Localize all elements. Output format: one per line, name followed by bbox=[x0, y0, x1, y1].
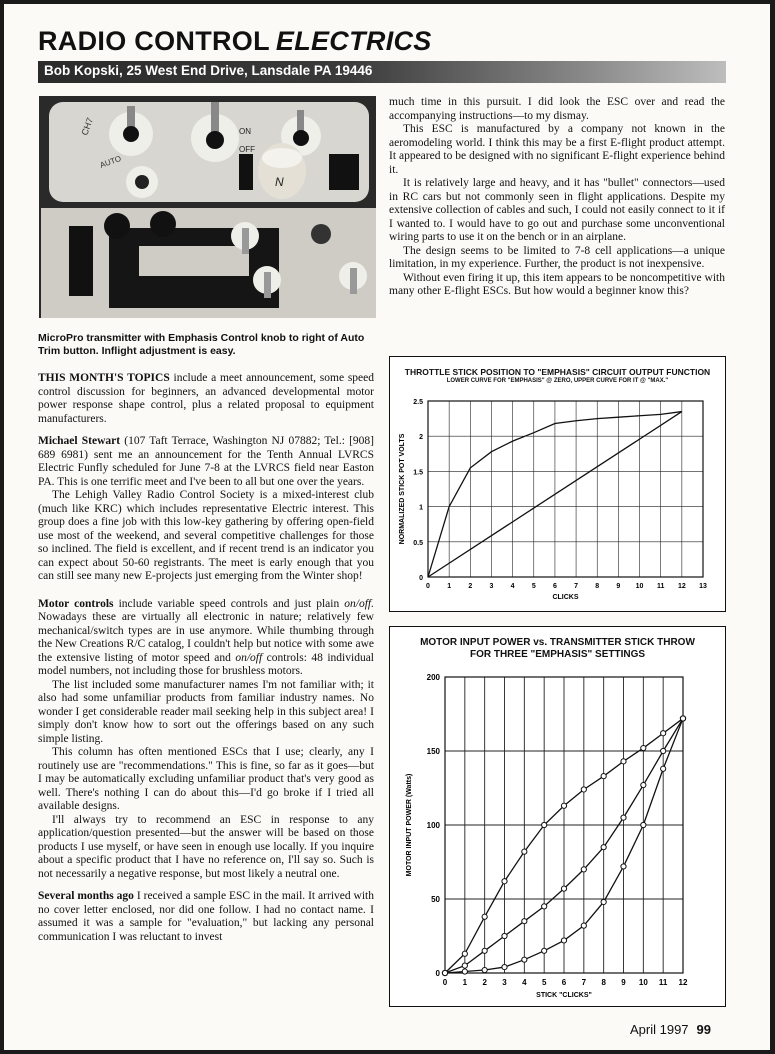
paragraph-recommendations: This column has often mentioned ESCs that I use; clearly, any I routinely use are "recommendations." This is fine, so far as it goes—but I may be automatically excluding unfamiliar product that's very good as well. There's nothing I can do about this—I'd go broke if I tried all available designs. bbox=[38, 746, 374, 812]
data-point bbox=[601, 774, 606, 779]
y-tick-label: 1 bbox=[419, 504, 423, 512]
data-point bbox=[581, 867, 586, 872]
data-point bbox=[641, 822, 646, 827]
lead-stewart: Michael Stewart bbox=[38, 435, 121, 447]
paragraph-manufacturer-unknown: This ESC is manufactured by a company not known in the aeromodeling world. I think this may be a first E-flight product attempt. It appeared to be designed with no significant E-flight experience behind it. bbox=[389, 123, 725, 176]
x-tick-label: 6 bbox=[561, 978, 567, 987]
x-tick-label: 12 bbox=[678, 978, 688, 987]
x-tick-label: 4 bbox=[510, 583, 515, 590]
y-tick-label: 2 bbox=[419, 434, 423, 442]
x-tick-label: 8 bbox=[601, 978, 606, 987]
text-sample-esc: I received a sample ESC in the mail. It arrived with no cover letter enclosed, nor did one follow. I had no contact name. I assumed it was a sample for "evaluation," but lacking any personal communication I was reluctant to invest bbox=[38, 890, 374, 943]
x-tick-label: 3 bbox=[502, 978, 507, 987]
y-tick-label: 1.5 bbox=[413, 469, 423, 477]
chart1-plot bbox=[390, 389, 725, 609]
y-tick-label: 2.5 bbox=[413, 399, 423, 406]
x-tick-label: 0 bbox=[442, 978, 448, 987]
data-point bbox=[542, 822, 547, 827]
chart2-subtitle: FOR THREE "EMPHASIS" SETTINGS bbox=[469, 649, 646, 660]
y-tick-label: 50 bbox=[431, 895, 440, 904]
paragraph-dismay: much time in this pursuit. I did look the ESC over and read the accompanying instructions—to my dismay. bbox=[389, 96, 725, 122]
data-point bbox=[641, 782, 646, 787]
right-column bbox=[389, 96, 725, 299]
chart2-title: MOTOR INPUT POWER vs. TRANSMITTER STICK THROW bbox=[420, 637, 695, 648]
data-point bbox=[621, 815, 626, 820]
y-tick-label: 100 bbox=[426, 821, 440, 830]
data-point bbox=[522, 957, 527, 962]
photo-caption: MicroPro transmitter with Emphasis Control knob to right of Auto Trim button. Inflight adjustment is easy. bbox=[38, 332, 365, 357]
data-point bbox=[641, 745, 646, 750]
data-point bbox=[482, 967, 487, 972]
data-point bbox=[522, 849, 527, 854]
x-tick-label: 5 bbox=[541, 978, 547, 987]
lead-motor-controls: Motor controls bbox=[38, 597, 114, 610]
x-tick-label: 3 bbox=[489, 583, 494, 590]
panel-label-auto: AUTO bbox=[98, 153, 123, 170]
data-point bbox=[462, 963, 467, 968]
data-point bbox=[680, 716, 685, 721]
chart1-title: THROTTLE STICK POSITION TO "EMPHASIS" CIRCUIT OUTPUT FUNCTION bbox=[404, 367, 711, 377]
paragraph-cell-limit: The design seems to be limited to 7-8 cell applications—a unique limitation, in my experience. Further, the product is not inexpensive. bbox=[389, 244, 725, 270]
y-axis-label: NORMALIZED STICK POT VOLTS bbox=[399, 433, 406, 545]
panel-label-ch7: CH7 bbox=[79, 116, 96, 137]
y-axis-label: MOTOR INPUT POWER (Watts) bbox=[406, 773, 413, 877]
x-tick-label: 12 bbox=[677, 583, 686, 590]
data-point bbox=[621, 864, 626, 869]
paragraph-bullet-connectors: It is relatively large and heavy, and it has "bullet" connectors—used in RC cars but not commonly seen in flight applications. Despite my extensive collection of cables and such, I could not easily connect to it if I wanted to. I would have to go out and purchase some unconventional wiring parts to use it on the bench or in an airplane. bbox=[389, 177, 725, 243]
data-point bbox=[561, 886, 566, 891]
x-tick-label: 7 bbox=[574, 583, 579, 590]
x-tick-label: 0 bbox=[426, 583, 430, 590]
x-tick-label: 7 bbox=[581, 978, 587, 987]
data-point bbox=[581, 923, 586, 928]
paragraph-stewart bbox=[38, 435, 374, 489]
x-tick-label: 5 bbox=[531, 583, 536, 590]
data-point bbox=[581, 787, 586, 792]
x-tick-label: 11 bbox=[656, 583, 665, 590]
text-mc-a: include variable speed controls and just plain bbox=[113, 597, 345, 610]
panel-label-n: N bbox=[275, 175, 284, 189]
x-tick-label: 13 bbox=[699, 583, 707, 590]
data-point bbox=[482, 914, 487, 919]
byline-bar bbox=[38, 61, 726, 83]
paragraph-manufacturers: The list included some manufacturer names I'm not familiar with; it also had some unfamiliar products from familiar industry names. No wonder I get considerable reader mail seeking help in this subject area! I simply don't know how to sort out the offerings based on any such simple listing. bbox=[38, 678, 374, 745]
text-mc-b: Nowadays these are virtually all electronic in nature; relatively few mechanical/switch types are in use anymore. While thumbing through the New Creations R/C catalog, I couldn't help but notice with some awe the extensive listing of motor speed and bbox=[38, 611, 374, 664]
transmitter-photo-illustration bbox=[39, 96, 376, 318]
x-tick-label: 6 bbox=[552, 583, 557, 590]
data-point bbox=[542, 904, 547, 909]
data-point bbox=[502, 879, 507, 884]
paragraph-topics bbox=[38, 372, 374, 426]
data-point bbox=[502, 964, 507, 969]
page-number: 99 bbox=[696, 1022, 712, 1037]
x-tick-label: 2 bbox=[482, 978, 487, 987]
data-point bbox=[621, 759, 626, 764]
text-mc-em1: on/off. bbox=[344, 597, 374, 610]
data-point bbox=[561, 803, 566, 808]
x-tick-label: 2 bbox=[468, 583, 473, 590]
column-title-italic: ELECTRICS bbox=[275, 26, 432, 56]
transmitter-photo bbox=[39, 96, 376, 318]
column-title bbox=[38, 26, 432, 57]
data-point bbox=[482, 948, 487, 953]
x-tick-label: 9 bbox=[621, 978, 626, 987]
magazine-page bbox=[4, 4, 770, 1050]
column-title-main: RADIO CONTROL bbox=[38, 26, 270, 56]
data-point bbox=[462, 951, 467, 956]
text-mc-em2: on/off bbox=[235, 651, 263, 664]
data-point bbox=[542, 948, 547, 953]
x-axis-label: STICK "CLICKS" bbox=[536, 992, 592, 999]
data-point bbox=[502, 933, 507, 938]
data-point bbox=[522, 919, 527, 924]
paragraph-motor-controls bbox=[38, 598, 374, 679]
chart-throttle-function bbox=[389, 356, 726, 612]
text-mc-c: controls: 48 individual model numbers, not including those for brushless motors. bbox=[38, 651, 374, 677]
data-point bbox=[661, 766, 666, 771]
text-topics: include a meet announcement, some speed control discussion for beginners, an advanced developmental motor power response shape control, plus a related proposal to equipment manufacturers. bbox=[38, 372, 374, 425]
x-tick-label: 1 bbox=[447, 583, 452, 590]
paragraph-lvrcs: The Lehigh Valley Radio Control Society is a mixed-interest club (much like KRC) which includes representative Electric interest. This group does a fine job with this low-key gathering by offering open-field use most of the weekend, and several competitive challenges for those so inclined. The field is excellent, and if recent trend is an indicator you can expect about 50-60 registrants. The meet is early enough that you can still see many new E-projects just emerging from the Winter shop! bbox=[38, 489, 374, 582]
paragraph-sample-esc bbox=[38, 890, 374, 944]
issue-date: April 1997 bbox=[630, 1022, 689, 1037]
y-tick-label: 0 bbox=[435, 969, 440, 978]
data-point bbox=[561, 938, 566, 943]
paragraph-noncompetitive: Without even firing it up, this item appears to be noncompetitive with many other E-flight ESCs. But how would a beginner know this? bbox=[389, 271, 725, 297]
y-tick-label: 0.5 bbox=[413, 539, 423, 547]
x-tick-label: 11 bbox=[658, 978, 668, 987]
y-tick-label: 200 bbox=[426, 673, 440, 682]
panel-label-on: ON bbox=[239, 127, 251, 136]
data-point bbox=[442, 970, 447, 975]
x-tick-label: 1 bbox=[462, 978, 468, 987]
data-point bbox=[462, 969, 467, 974]
chart2-plot bbox=[390, 663, 725, 1005]
data-point bbox=[661, 748, 666, 753]
x-tick-label: 10 bbox=[638, 978, 648, 987]
chart1-subtitle: LOWER CURVE FOR "EMPHASIS" @ ZERO, UPPER CURVE FOR IT @ "MAX." bbox=[446, 378, 669, 384]
author-byline: Bob Kopski, 25 West End Drive, Lansdale PA 19446 bbox=[44, 63, 373, 78]
lead-topics: THIS MONTH'S TOPICS bbox=[38, 372, 170, 384]
data-point bbox=[601, 899, 606, 904]
text-stewart: (107 Taft Terrace, Washington NJ 07882; Tel.: [908] 689 6981) sent me an announcement for the Tenth Annual LVRCS Electric Funfly scheduled for June 7-8 at the LVRCS field near Easton PA. This is one terrific meet and I've been to all but one over the years. bbox=[38, 435, 374, 488]
lead-sample-esc: Several months ago bbox=[38, 890, 134, 902]
x-axis-label: CLICKS bbox=[552, 594, 579, 601]
x-tick-label: 8 bbox=[595, 583, 600, 590]
y-tick-label: 0 bbox=[419, 575, 423, 582]
paragraph-inquiries: I'll always try to recommend an ESC in response to any application/question presented—but the answer will be based on those products I use myself, or have seen in enough use locally. If you inquire about a specific product that I have no reference on, I'll say so. Such is not necessarily a negative response, but most likely a neutral one. bbox=[38, 813, 374, 880]
x-tick-label: 4 bbox=[522, 978, 527, 987]
page-footer bbox=[630, 1022, 711, 1037]
x-tick-label: 10 bbox=[635, 583, 644, 590]
chart-motor-power bbox=[389, 626, 726, 1007]
left-column bbox=[38, 372, 374, 944]
x-tick-label: 9 bbox=[616, 583, 621, 590]
panel-label-off: OFF bbox=[239, 145, 255, 154]
data-point bbox=[661, 731, 666, 736]
data-point bbox=[601, 845, 606, 850]
y-tick-label: 150 bbox=[426, 747, 440, 756]
